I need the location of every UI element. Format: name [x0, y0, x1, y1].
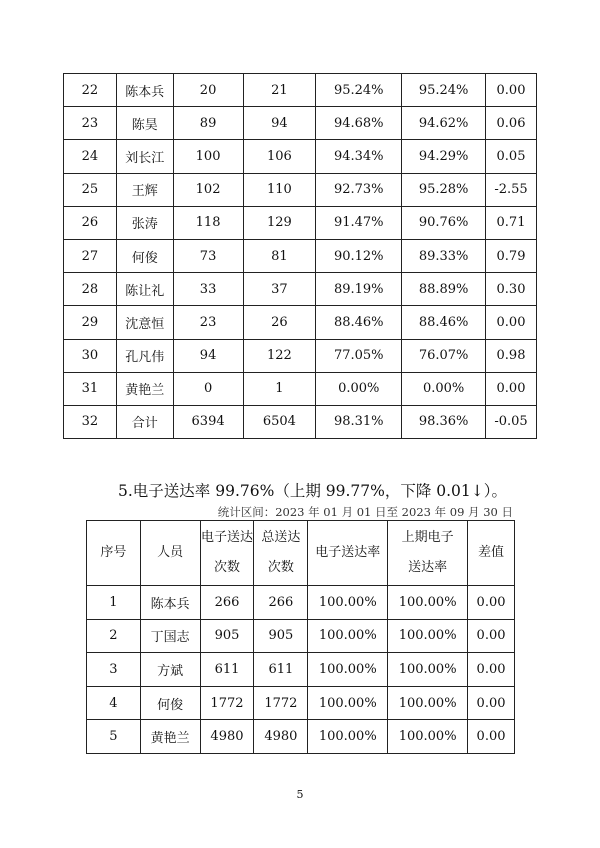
- table-cell: 4980: [254, 720, 308, 754]
- table-cell: 26: [64, 206, 117, 239]
- table-cell: 陈本兵: [140, 586, 200, 620]
- table-row: [64, 306, 537, 339]
- table-cell: 33: [173, 273, 243, 306]
- table-cell: 0.00%: [402, 372, 486, 405]
- table-cell: 张涛: [116, 206, 173, 239]
- table-cell: 0: [173, 372, 243, 405]
- table-cell: 611: [200, 653, 254, 687]
- table-cell: 0.00%: [316, 372, 402, 405]
- table-cell: 89.19%: [316, 273, 402, 306]
- table-cell: 丁国志: [140, 619, 200, 653]
- column-header: [254, 521, 308, 586]
- table-cell: 98.31%: [316, 405, 402, 438]
- table-cell: 100.00%: [388, 720, 468, 754]
- table-row: [64, 239, 537, 272]
- table-row: [87, 619, 515, 653]
- column-header: [468, 521, 515, 586]
- column-header: [200, 521, 254, 586]
- table-cell: 5: [87, 720, 141, 754]
- table-cell: 孔凡伟: [116, 339, 173, 372]
- table-cell: 76.07%: [402, 339, 486, 372]
- column-header: [308, 521, 388, 586]
- table-cell: 90.76%: [402, 206, 486, 239]
- table-row: [87, 653, 515, 687]
- table-cell: 90.12%: [316, 239, 402, 272]
- table-cell: 0.98: [486, 339, 537, 372]
- table-cell: 3: [87, 653, 141, 687]
- table-cell: 1772: [254, 686, 308, 720]
- table-cell: 266: [254, 586, 308, 620]
- table-cell: 95.24%: [402, 74, 486, 107]
- table-cell: 37: [243, 273, 316, 306]
- table-cell: 28: [64, 273, 117, 306]
- table-cell: 73: [173, 239, 243, 272]
- table-cell: 100.00%: [308, 720, 388, 754]
- table-row: [64, 372, 537, 405]
- table-cell: 0.00: [468, 653, 515, 687]
- table-cell: 88.46%: [316, 306, 402, 339]
- table-cell: 106: [243, 140, 316, 173]
- table-cell: 100.00%: [308, 653, 388, 687]
- table-body: [64, 74, 537, 439]
- page-number: 5: [296, 788, 304, 801]
- table-cell: 0.00: [468, 619, 515, 653]
- table-cell: 94: [243, 107, 316, 140]
- electronic-delivery-rate-table: [86, 520, 515, 754]
- table-cell: 89: [173, 107, 243, 140]
- table-cell: 0.00: [468, 586, 515, 620]
- table-cell: 30: [64, 339, 117, 372]
- table-cell: 905: [254, 619, 308, 653]
- table-cell: 95.28%: [402, 173, 486, 206]
- table-cell: 20: [173, 74, 243, 107]
- table-row: [64, 140, 537, 173]
- table-cell: 905: [200, 619, 254, 653]
- column-header-line: 次数: [267, 560, 294, 575]
- table-cell: 98.36%: [402, 405, 486, 438]
- table-cell: 0.00: [486, 74, 537, 107]
- table-row: [64, 206, 537, 239]
- table-cell: 6504: [243, 405, 316, 438]
- table-cell: 94.62%: [402, 107, 486, 140]
- table-cell: 110: [243, 173, 316, 206]
- table-cell: 陈让礼: [116, 273, 173, 306]
- table-cell: 100.00%: [308, 586, 388, 620]
- table-cell: 94: [173, 339, 243, 372]
- table-row: [87, 720, 515, 754]
- table-cell: 2: [87, 619, 141, 653]
- table-cell: 95.24%: [316, 74, 402, 107]
- table-cell: 沈意恒: [116, 306, 173, 339]
- table-cell: 25: [64, 173, 117, 206]
- table-cell: 118: [173, 206, 243, 239]
- table-cell: 4: [87, 686, 141, 720]
- table-cell: 陈昊: [116, 107, 173, 140]
- table-cell: 陈本兵: [116, 74, 173, 107]
- column-header-line: 人员: [157, 545, 184, 560]
- table-header-row: [87, 521, 515, 586]
- column-header-line: 送达率: [408, 560, 448, 575]
- table-cell: 31: [64, 372, 117, 405]
- table-cell: 0.71: [486, 206, 537, 239]
- table-cell: 100.00%: [388, 619, 468, 653]
- staff-rate-table-continued: [63, 73, 537, 439]
- table-cell: 0.00: [486, 306, 537, 339]
- table-cell: 黄艳兰: [140, 720, 200, 754]
- table-cell: 77.05%: [316, 339, 402, 372]
- table-cell: 266: [200, 586, 254, 620]
- table-row: [64, 405, 537, 438]
- table-cell: 102: [173, 173, 243, 206]
- table-cell: 23: [173, 306, 243, 339]
- table-cell: 1772: [200, 686, 254, 720]
- column-header-line: 差值: [478, 545, 505, 560]
- table-cell: 方斌: [140, 653, 200, 687]
- table-cell: 4980: [200, 720, 254, 754]
- table-body: [87, 586, 515, 754]
- table-cell: 1: [243, 372, 316, 405]
- column-header-line: 序号: [100, 545, 127, 560]
- table-cell: 0.05: [486, 140, 537, 173]
- table-cell: 0.00: [468, 720, 515, 754]
- table-cell: 王辉: [116, 173, 173, 206]
- table-cell: 129: [243, 206, 316, 239]
- table-cell: 94.34%: [316, 140, 402, 173]
- table-row: [87, 686, 515, 720]
- table-cell: 94.68%: [316, 107, 402, 140]
- table-cell: 122: [243, 339, 316, 372]
- table-cell: 0.00: [468, 686, 515, 720]
- table-cell: 88.46%: [402, 306, 486, 339]
- table-cell: 21: [243, 74, 316, 107]
- table-cell: 0.79: [486, 239, 537, 272]
- table-cell: 0.06: [486, 107, 537, 140]
- table-cell: 23: [64, 107, 117, 140]
- table-row: [87, 586, 515, 620]
- table-cell: 0.30: [486, 273, 537, 306]
- table-cell: 1: [87, 586, 141, 620]
- column-header-line: 总送达: [261, 530, 301, 545]
- table-cell: -0.05: [486, 405, 537, 438]
- column-header: [87, 521, 141, 586]
- table-cell: 100.00%: [308, 619, 388, 653]
- table-cell: 81: [243, 239, 316, 272]
- table-cell: 100.00%: [388, 586, 468, 620]
- table-cell: 26: [243, 306, 316, 339]
- table-cell: 88.89%: [402, 273, 486, 306]
- column-header: [388, 521, 468, 586]
- statistics-period: 统计区间：2023 年 01 月 01 日至 2023 年 09 月 30 日: [217, 505, 513, 519]
- table-row: [64, 273, 537, 306]
- table-cell: 92.73%: [316, 173, 402, 206]
- column-header-line: 次数: [213, 560, 240, 575]
- table-cell: 100.00%: [388, 653, 468, 687]
- column-header-line: 电子送达: [200, 530, 253, 545]
- table-cell: 29: [64, 306, 117, 339]
- table-cell: 89.33%: [402, 239, 486, 272]
- table-cell: 黄艳兰: [116, 372, 173, 405]
- table-cell: 22: [64, 74, 117, 107]
- table-cell: 32: [64, 405, 117, 438]
- table-cell: 611: [254, 653, 308, 687]
- table-cell: 6394: [173, 405, 243, 438]
- table-row: [64, 74, 537, 107]
- column-header-line: 电子送达率: [315, 545, 381, 560]
- table-cell: 24: [64, 140, 117, 173]
- table-cell: 100.00%: [308, 686, 388, 720]
- table-row: [64, 173, 537, 206]
- table-cell: 何俊: [140, 686, 200, 720]
- table-cell: 91.47%: [316, 206, 402, 239]
- table-cell: 0.00: [486, 372, 537, 405]
- table-cell: -2.55: [486, 173, 537, 206]
- column-header-line: 上期电子: [401, 530, 454, 545]
- table-cell: 27: [64, 239, 117, 272]
- table-cell: 刘长江: [116, 140, 173, 173]
- column-header: [140, 521, 200, 586]
- table-cell: 100: [173, 140, 243, 173]
- table-row: [64, 107, 537, 140]
- table-row: [64, 339, 537, 372]
- table-cell: 94.29%: [402, 140, 486, 173]
- section-heading: 5.电子送达率 99.76%（上期 99.77%，下降 0.01↓）。: [118, 482, 508, 500]
- table-cell: 合计: [116, 405, 173, 438]
- table-cell: 100.00%: [388, 686, 468, 720]
- table-cell: 何俊: [116, 239, 173, 272]
